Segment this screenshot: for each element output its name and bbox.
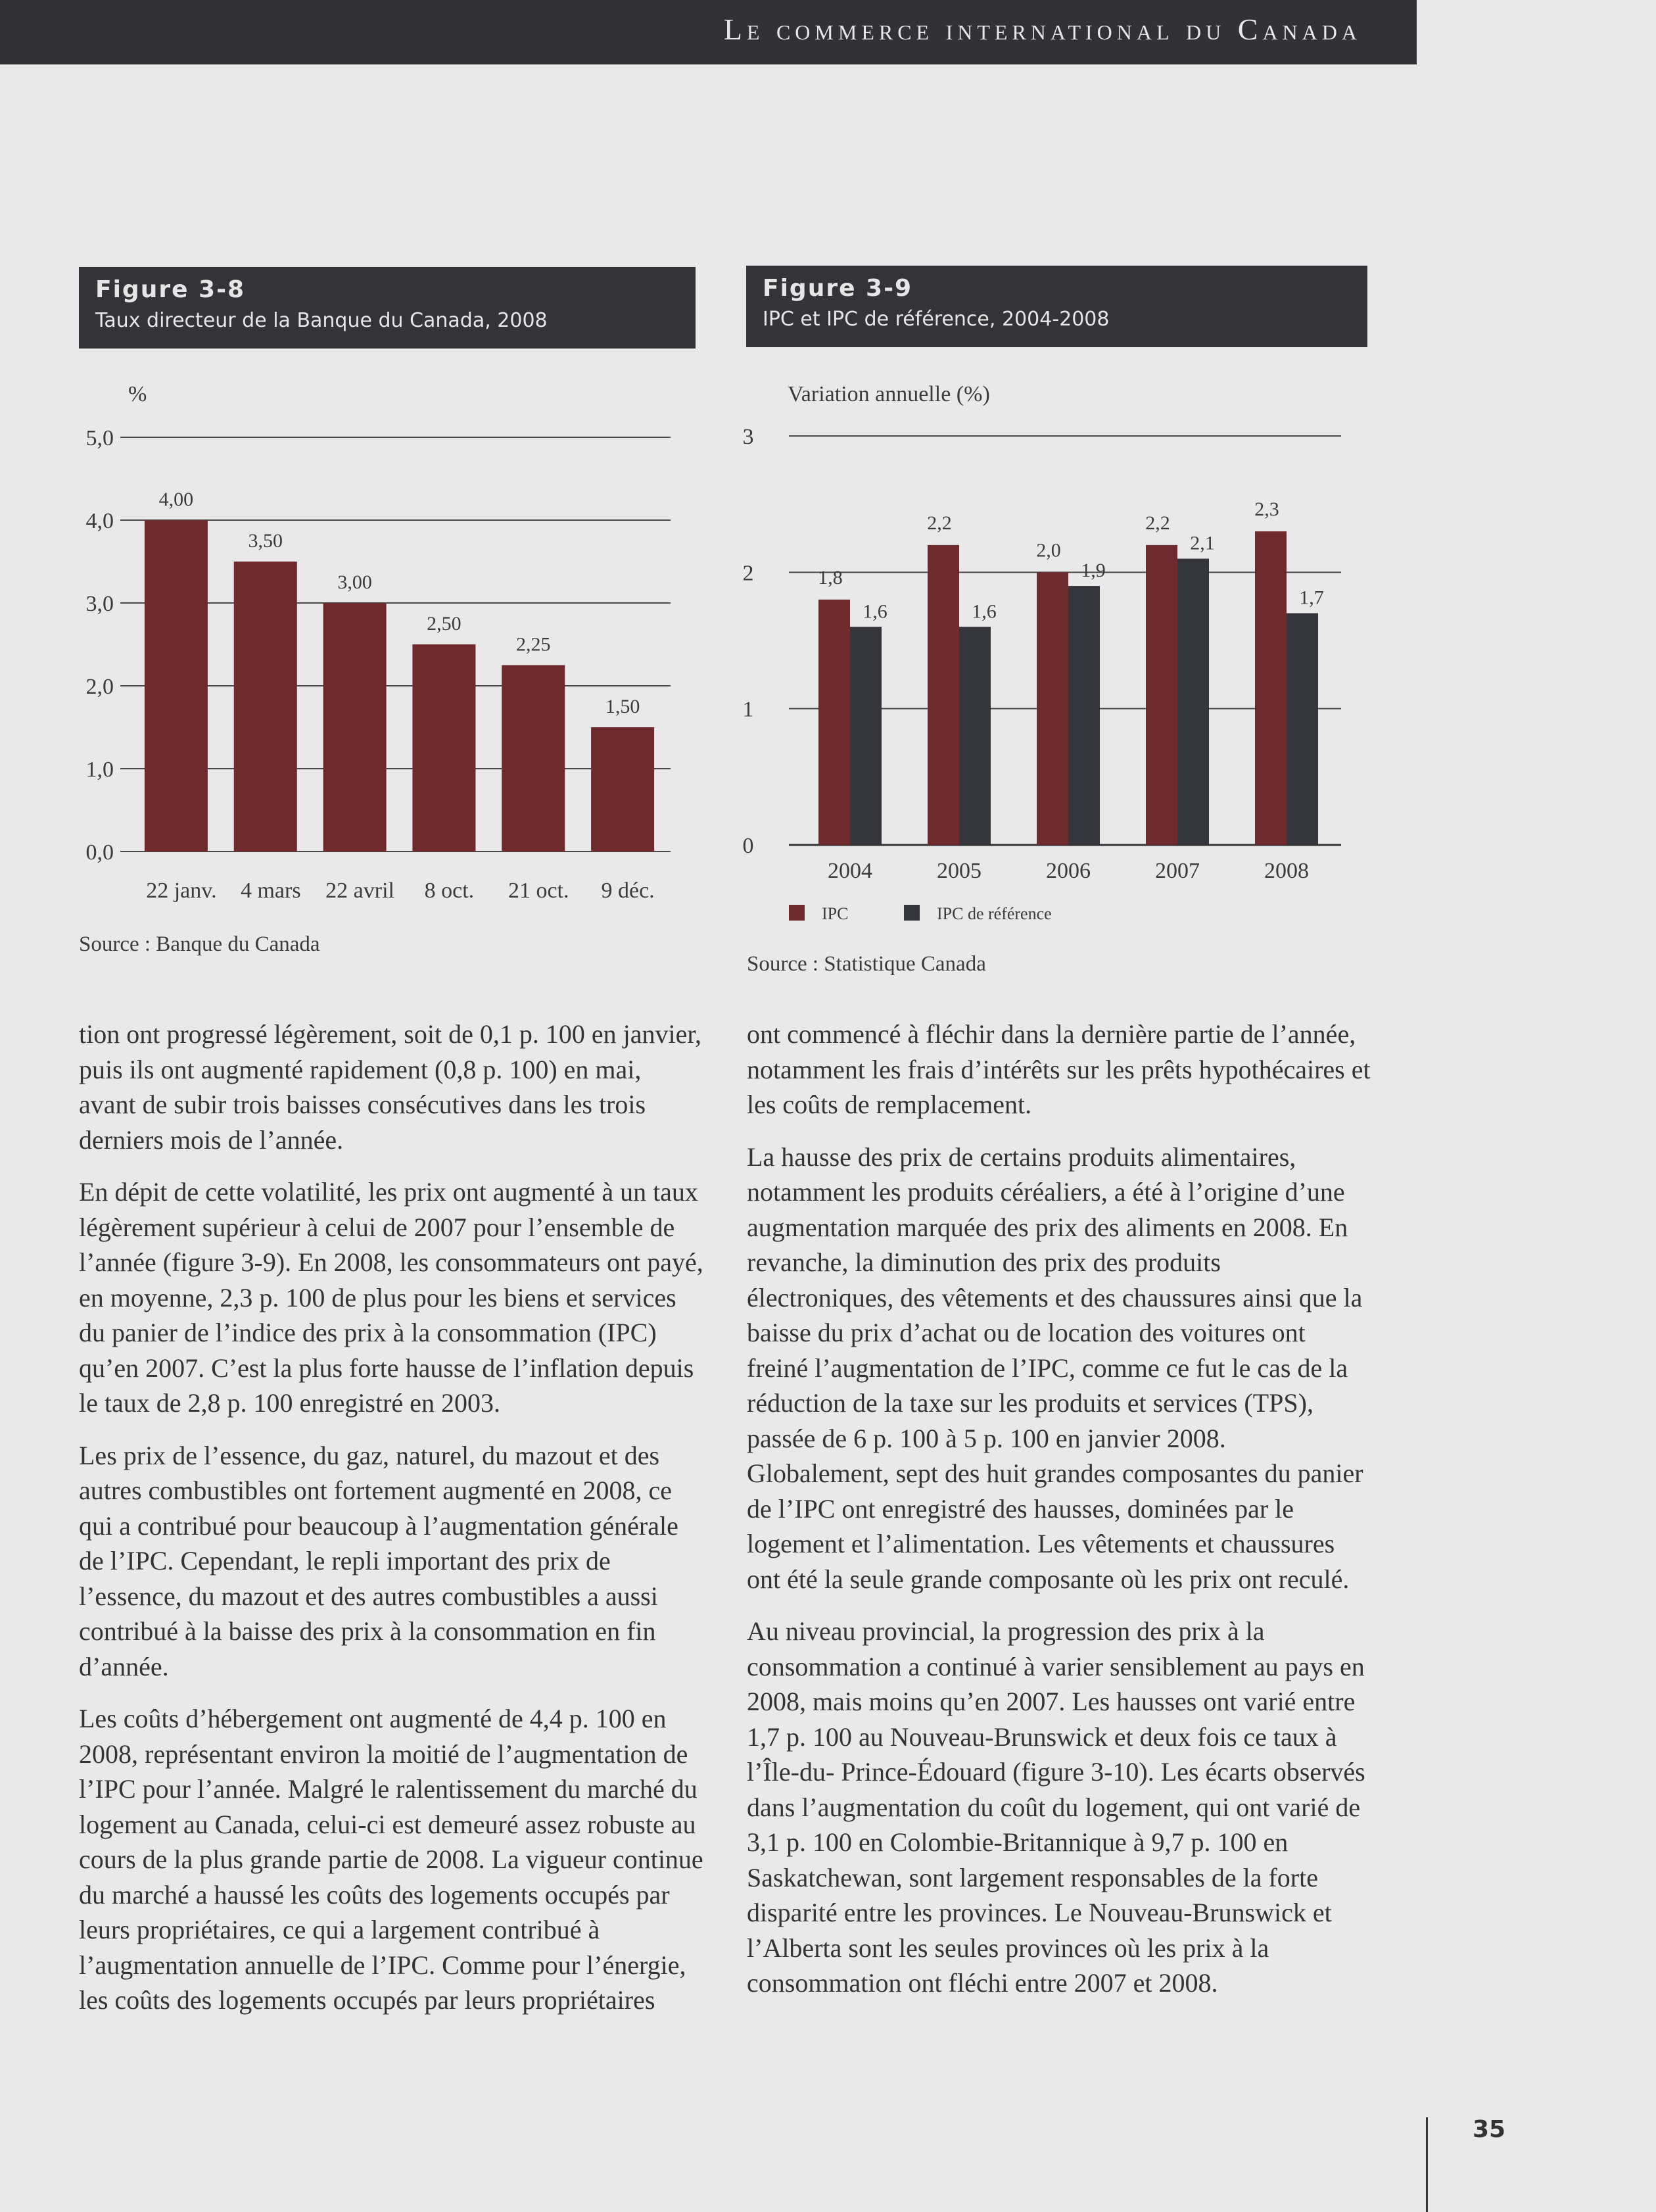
bar-ipc-reference	[1287, 613, 1318, 845]
bar-ipc-reference	[850, 627, 882, 845]
x-tick-label: 4 mars	[240, 878, 301, 903]
x-tick-label: 21 oct.	[508, 878, 569, 903]
data-label: 3,50	[248, 530, 283, 552]
figure-3-8-source: Source : Banque du Canada	[79, 932, 320, 956]
bar-ipc	[1255, 531, 1287, 845]
paragraph: La hausse des prix de certains produits alimentaires, notamment les produits céréaliers, a été à l’origine d’une augmentation marquée des prix des aliments en 2008. En revanche, la diminution des prix des produits électroniques, des vêtements et des chaussures ainsi que la baisse du prix d’achat ou de location des voitures ont freiné l’augmentation de l’IPC, comme ce fut le cas de la réduction de la taxe sur les produits et services (TPS), passée de 6 p. 100 à 5 p. 100 en janvier 2008. Globalement, sept des huit grandes composantes du panier de l’IPC ont enregistré des hausses, dominées par le logement et l’alimentation. Les vêtements et chaussures ont été la seule grande composante où les prix ont reculé.	[747, 1142, 1363, 1594]
paragraph: En dépit de cette volatilité, les prix ont augmenté à un taux légèrement supérieur à celui de 2007 pour l’ensemble de l’année (figure 3-9). En 2008, les consommateurs ont payé, en moyenne, 2,3 p. 100 de plus pour les biens et services du panier de l’indice des prix à la consommation (IPC) qu’en 2007. C’est la plus forte hausse de l’inflation depuis le taux de 2,8 p. 100 enregistré en 2003.	[79, 1177, 703, 1418]
bar-ipc	[1146, 545, 1177, 845]
left-column	[79, 1017, 703, 2035]
x-tick-label: 2007	[1155, 859, 1200, 883]
data-label: 3,00	[337, 571, 372, 593]
y-tick-label: 4,0	[85, 509, 114, 533]
y-axis-unit-label: %	[128, 382, 147, 406]
bar	[323, 603, 387, 852]
header-band	[0, 0, 1417, 64]
y-tick-label: 5,0	[85, 426, 114, 450]
y-tick-label: 1,0	[85, 757, 114, 782]
y-tick-label: 1	[742, 697, 754, 722]
legend-swatch	[789, 905, 805, 921]
legend-label: IPC de référence	[937, 904, 1052, 923]
x-tick-label: 8 oct.	[424, 878, 475, 903]
y-tick-label: 0,0	[85, 840, 114, 865]
right-column	[747, 1017, 1371, 2018]
y-tick-label: 3,0	[85, 592, 114, 616]
bar-ipc-reference	[959, 627, 991, 845]
y-axis-title: Variation annuelle (%)	[788, 382, 990, 406]
figure-3-9-source: Source : Statistique Canada	[747, 952, 986, 976]
data-label: 1,6	[972, 600, 997, 623]
figure-3-8-caption: Taux directeur de la Banque du Canada, 2008	[95, 309, 548, 332]
bar-ipc-reference	[1177, 559, 1209, 845]
x-tick-label: 9 déc.	[601, 878, 655, 903]
bar-ipc	[818, 600, 850, 845]
data-label: 2,2	[1145, 512, 1170, 534]
legend-swatch	[904, 905, 920, 921]
paragraph: Les coûts d’hébergement ont augmenté de 4,4 p. 100 en 2008, représentant environ la moitié de l’augmentation de l’IPC pour l’année. Malgré le ralentissement du marché du logement au Canada, celui-ci est demeuré assez robuste au cours de la plus grande partie de 2008. La vigueur continue du marché a haussé les coûts des logements occupés par leurs propriétaires, ce qui a largement contribué à l’augmentation annuelle de l’IPC. Comme pour l’énergie, les coûts des logements occupés par leurs propriétaires	[79, 1704, 703, 2015]
page-number: 35	[1473, 2116, 1506, 2143]
figure-3-9-caption: IPC et IPC de référence, 2004-2008	[763, 308, 1110, 331]
bar	[412, 644, 475, 852]
paragraph: tion ont progressé légèrement, soit de 0,1 p. 100 en janvier, puis ils ont augmenté rapidement (0,8 p. 100) en mai, avant de subir trois baisses consécutives dans les trois derniers mois de l’année.	[79, 1019, 702, 1155]
running-header-title: Le commerce international du Canada	[723, 12, 1361, 46]
y-tick-label: 2	[742, 561, 754, 586]
data-label: 1,6	[863, 600, 887, 623]
data-label: 1,8	[818, 566, 843, 589]
data-label: 4,00	[158, 489, 194, 510]
x-tick-label: 2006	[1046, 859, 1091, 883]
bar-ipc	[1037, 572, 1068, 845]
bar-ipc	[928, 545, 959, 845]
bar-ipc-reference	[1068, 586, 1100, 845]
y-tick-label: 2,0	[85, 675, 114, 699]
x-tick-label: 22 janv.	[146, 878, 217, 903]
data-label: 1,9	[1081, 560, 1106, 582]
page-number-rule	[1426, 2117, 1428, 2212]
bar	[234, 562, 297, 852]
data-label: 1,50	[605, 696, 640, 717]
x-tick-label: 2004	[828, 859, 872, 883]
data-label: 2,1	[1190, 532, 1215, 554]
data-label: 1,7	[1299, 587, 1324, 609]
paragraph: Les prix de l’essence, du gaz, naturel, du mazout et des autres combustibles ont fortement augmenté en 2008, ce qui a contribué pour beaucoup à l’augmentation générale de l’IPC. Cependant, le repli important des prix de l’essence, du mazout et des autres combustibles a aussi contribué à la baisse des prix à la consommation en fin d’année.	[79, 1440, 678, 1681]
x-tick-label: 2005	[937, 859, 982, 883]
bar	[145, 520, 208, 852]
figure-3-8-title-box	[79, 267, 696, 349]
paragraph: ont commencé à fléchir dans la dernière partie de l’année, notamment les frais d’intérêts sur les prêts hypothécaires et les coûts de remplacement.	[747, 1019, 1371, 1119]
paragraph: Au niveau provincial, la progression des prix à la consommation a continué à varier sensiblement au pays en 2008, mais moins qu’en 2007. Les hausses ont varié entre 1,7 p. 100 au Nouveau-Brunswick et deux fois ce taux à l’Île-du- Prince-Édouard (figure 3-10). Les écarts observés dans l’augmentation du coût du logement, qui ont varié de 3,1 p. 100 en Colombie-Britannique à 9,7 p. 100 en Saskatchewan, sont largement responsables de la forte disparité entre les provinces. Le Nouveau-Brunswick et l’Alberta sont les seules provinces où les prix à la consommation ont fléchi entre 2007 et 2008.	[747, 1616, 1365, 1998]
chart-policy-rate	[66, 368, 697, 921]
data-label: 2,50	[427, 613, 461, 635]
chart-cpi	[730, 368, 1387, 960]
figure-3-9-label: Figure 3-9	[763, 275, 913, 302]
figure-3-9-title-box	[746, 266, 1367, 347]
x-tick-label: 2008	[1264, 859, 1309, 883]
bar	[591, 727, 654, 852]
data-label: 2,25	[516, 633, 551, 656]
x-tick-label: 22 avril	[325, 878, 394, 903]
data-label: 2,3	[1254, 498, 1279, 521]
y-tick-label: 3	[742, 425, 754, 449]
legend-label: IPC	[822, 904, 849, 923]
data-label: 2,0	[1036, 539, 1061, 562]
bar	[502, 665, 565, 852]
data-label: 2,2	[927, 512, 952, 534]
figure-3-8-label: Figure 3-8	[95, 276, 246, 303]
y-tick-label: 0	[742, 834, 754, 858]
